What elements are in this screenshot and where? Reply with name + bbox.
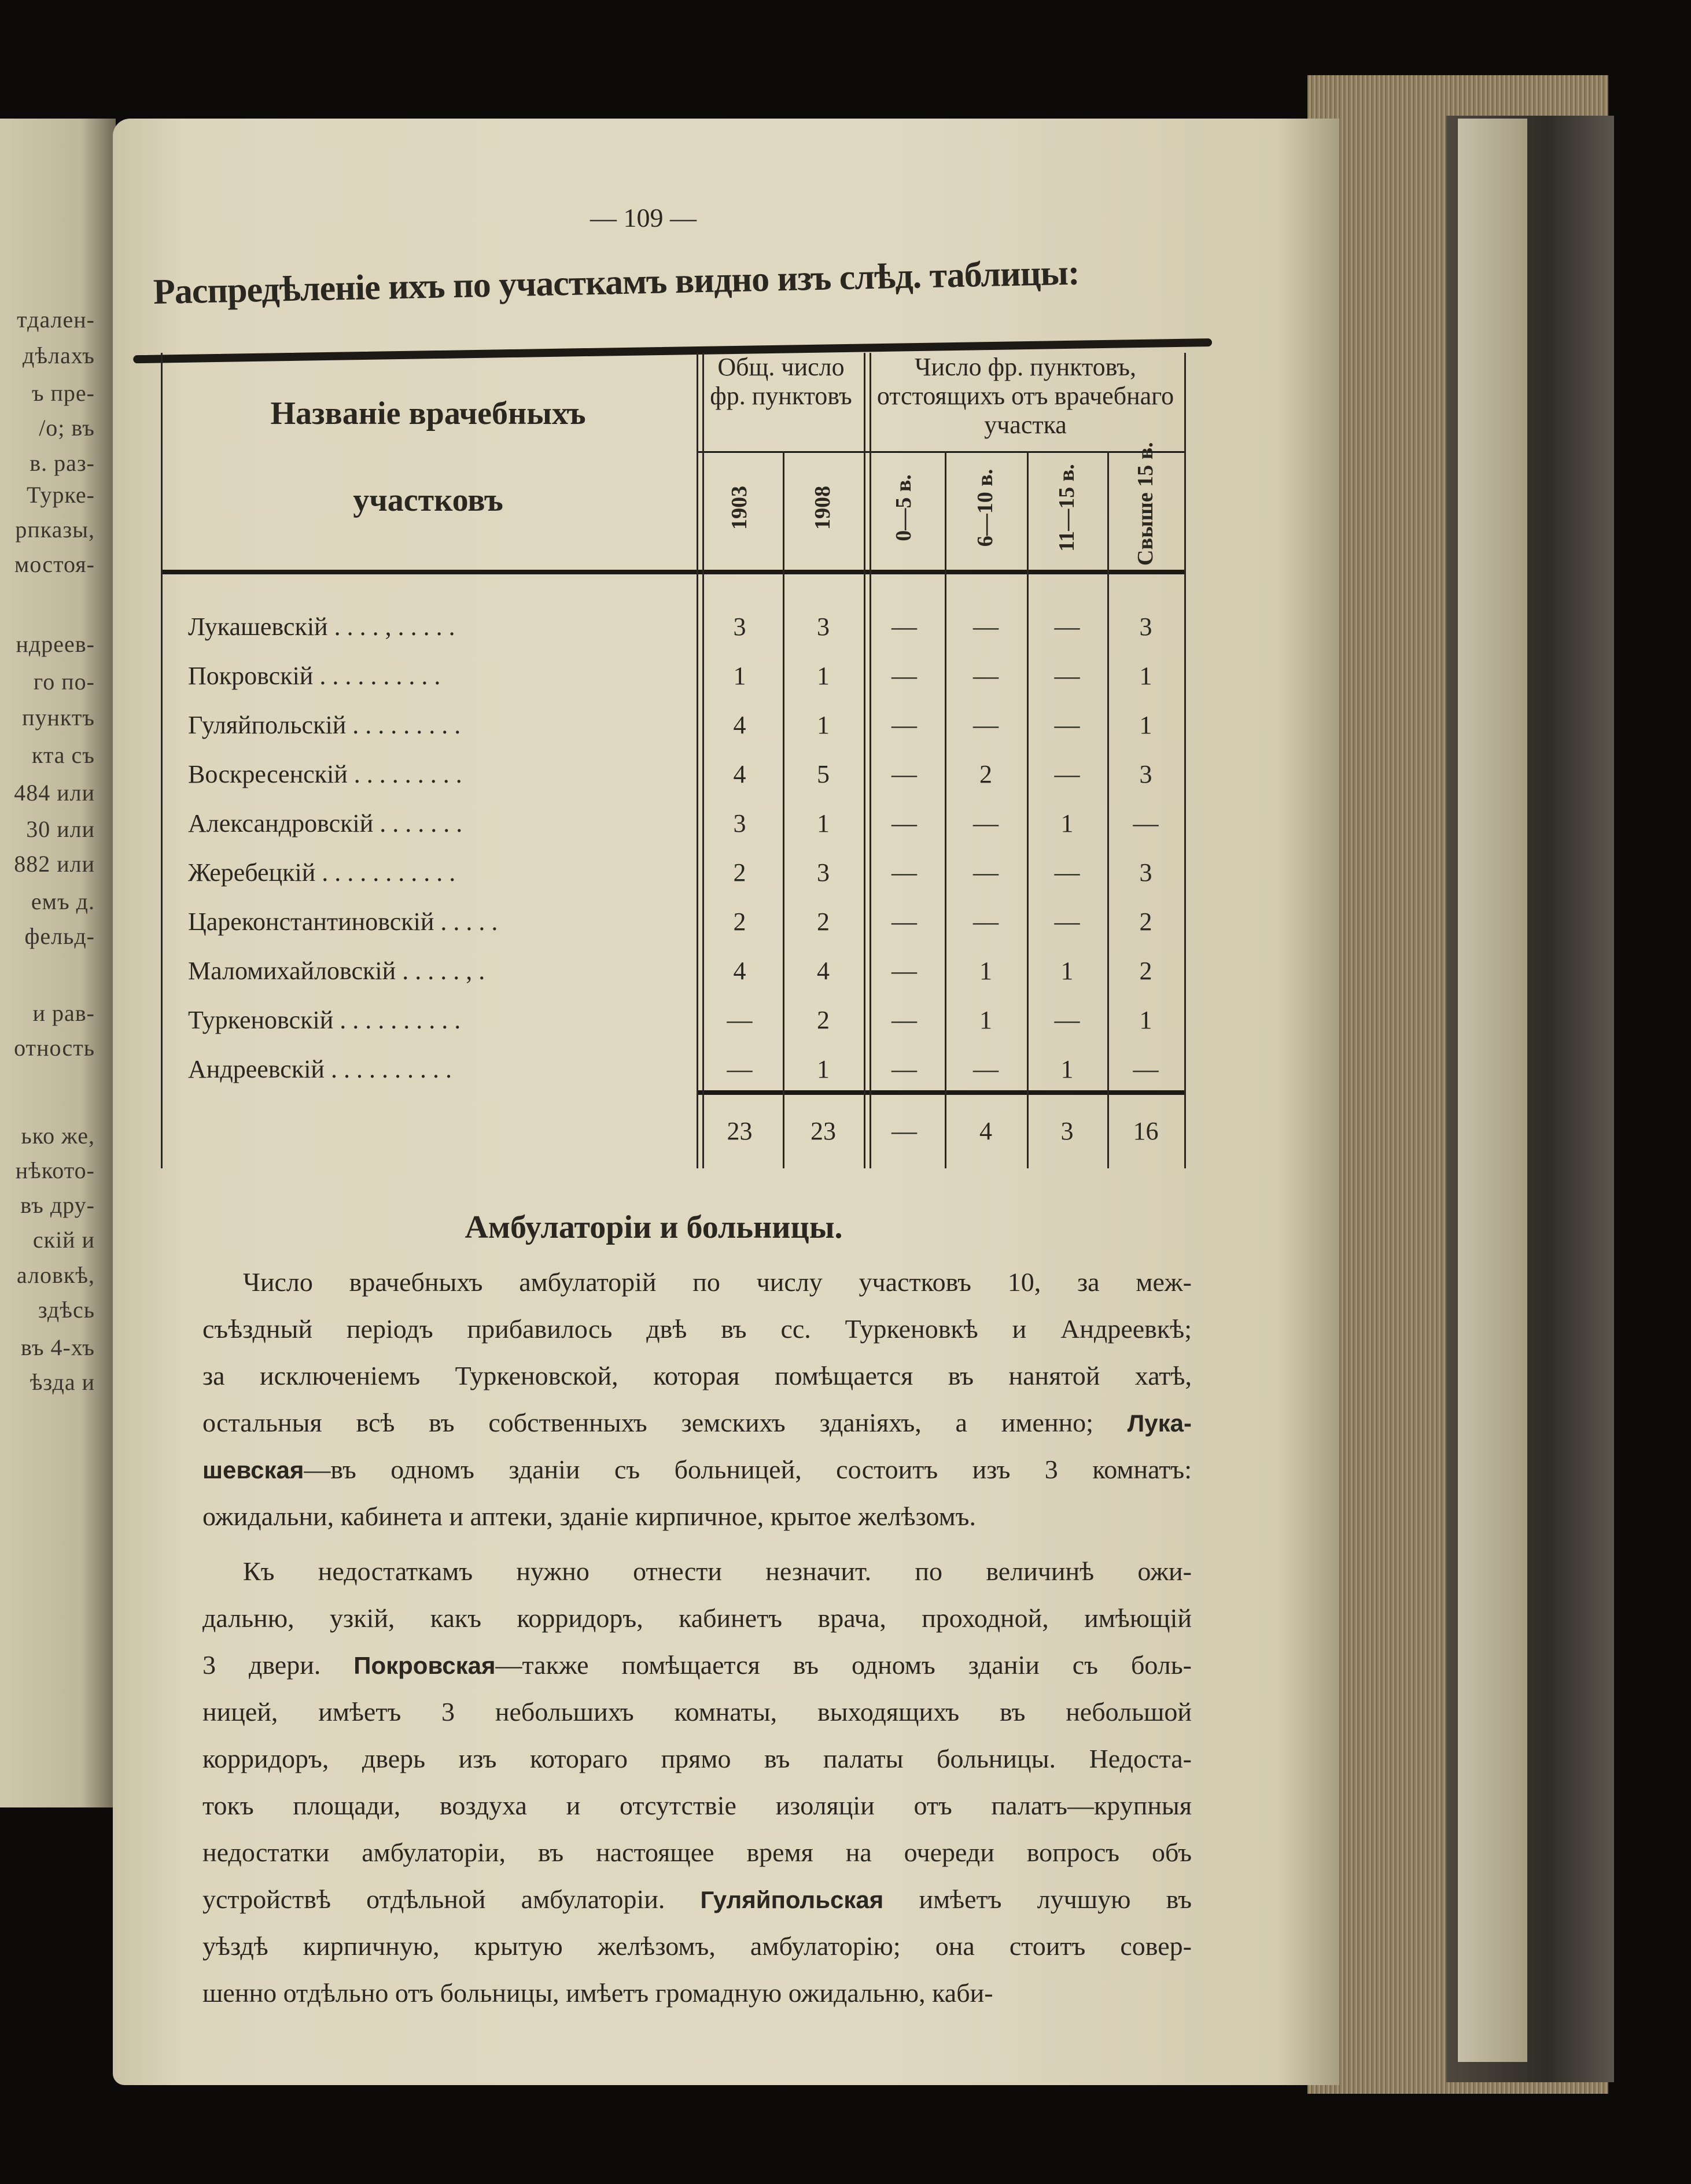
left-page-line: и рав- [32, 999, 95, 1026]
text-segment: ожидальни, кабинета и аптеки, зданіе кирпичное, крытое желѣзомъ. [202, 1502, 976, 1531]
row-cell-0-5: — [891, 858, 917, 887]
row-cell-6-10: — [973, 858, 999, 887]
row-district-name: Лукашевскій . . . . , . . . . . [188, 613, 455, 641]
text-segment: 3 двери. [202, 1650, 354, 1680]
column-header-6-10: 6—10 в. [973, 468, 997, 547]
row-cell-11-15: — [1054, 858, 1080, 887]
row-district-name: Маломихайловскій . . . . . , . [188, 957, 485, 985]
endpaper [1458, 119, 1527, 2062]
paragraph-line [202, 1884, 1192, 1914]
paragraph-line [202, 1931, 1192, 1961]
row-cell-0-5: — [891, 1055, 917, 1083]
header-total-points: Общ. число фр. пунктовъ [710, 353, 852, 410]
text-segment: ницей, имѣетъ 3 небольшихъ комнаты, выходящихъ въ небольшой [202, 1697, 1192, 1726]
row-district-name: Туркеновскій . . . . . . . . . . [188, 1006, 461, 1034]
row-cell-over-15: 2 [1139, 957, 1152, 985]
total-cell-11-15: 3 [1060, 1117, 1074, 1145]
text-segment: остальныя всѣ въ собственныхъ земскихъ зданіяхъ, а именно; [202, 1408, 1128, 1437]
row-cell-11-15: — [1054, 662, 1080, 690]
text-segment: дальню, узкій, какъ корридоръ, кабинетъ врача, проходной, имѣющій [202, 1603, 1192, 1633]
text-segment: недостатки амбулаторіи, въ настоящее время на очереди вопросъ объ [202, 1838, 1192, 1867]
row-cell-over-15: — [1133, 809, 1159, 838]
paragraph-line [202, 1454, 1192, 1485]
row-cell-11-15: — [1054, 1006, 1080, 1034]
left-page-line: въ 4-хъ [20, 1334, 95, 1360]
row-cell-1903: 4 [733, 711, 746, 739]
row-cell-11-15: — [1054, 711, 1080, 739]
row-cell-6-10: 1 [979, 1006, 992, 1034]
left-page-line: скій и [32, 1227, 95, 1253]
row-cell-1908: 5 [817, 760, 830, 788]
bold-district-name: шевская [202, 1456, 304, 1484]
total-cell-1908: 23 [810, 1117, 836, 1145]
row-cell-6-10: — [973, 1055, 999, 1083]
column-header-1903: 1903 [727, 486, 751, 530]
left-page-line: ндреев- [16, 630, 95, 657]
paragraph-line [202, 1314, 1192, 1344]
paragraph-line [202, 1407, 1192, 1438]
text-segment: съѣздный періодъ прибавилось двѣ въ сс. Туркеновкѣ и Андреевкѣ; [202, 1314, 1192, 1344]
left-page-line: /о; въ [39, 415, 95, 441]
left-page-line: емъ д. [31, 888, 95, 915]
left-page-line: фельд- [24, 923, 95, 950]
subheader-rule [697, 451, 1185, 453]
left-page-line: 484 или [14, 780, 95, 806]
header-district-name-2: участковъ [353, 482, 503, 518]
row-cell-1903: 1 [733, 662, 746, 690]
left-page [0, 119, 116, 1807]
column-header-11-15: 11—15 в. [1054, 464, 1079, 552]
text-segment: за исключеніемъ Туркеновской, которая помѣщается въ нанятой хатѣ, [202, 1361, 1192, 1390]
text-segment: Къ недостаткамъ нужно отнести незначит. по величинѣ ожи- [243, 1556, 1192, 1586]
row-cell-11-15: 1 [1060, 957, 1074, 985]
row-cell-1908: 4 [817, 957, 830, 985]
row-cell-over-15: 3 [1139, 613, 1152, 641]
row-district-name: Андреевскій . . . . . . . . . . [188, 1055, 452, 1083]
left-page-line: здѣсь [38, 1296, 95, 1323]
row-cell-0-5: — [891, 1006, 917, 1034]
paragraph-line [243, 1267, 1192, 1297]
column-header-1908: 1908 [810, 486, 835, 530]
page-number: — 109 — [590, 203, 697, 233]
left-page-line: тдален- [17, 306, 95, 333]
row-cell-over-15: — [1133, 1055, 1159, 1083]
row-cell-1908: 3 [817, 858, 830, 887]
total-cell-6-10: 4 [979, 1117, 992, 1145]
row-cell-1908: 2 [817, 907, 830, 936]
row-cell-6-10: — [973, 711, 999, 739]
row-cell-1908: 1 [817, 711, 830, 739]
paragraph-line [202, 1837, 1192, 1868]
row-cell-0-5: — [891, 809, 917, 838]
row-cell-11-15: — [1054, 760, 1080, 788]
row-cell-11-15: 1 [1060, 809, 1074, 838]
left-page-line: нѣкото- [15, 1157, 95, 1183]
row-district-name: Гуляйпольскій . . . . . . . . . [188, 711, 461, 739]
row-district-name: Александровскій . . . . . . . [188, 809, 463, 838]
row-cell-1903: 3 [733, 809, 746, 838]
text-segment: уѣздѣ кирпичную, крытую желѣзомъ, амбулаторію; она стоитъ совер- [202, 1931, 1192, 1961]
row-cell-0-5: — [891, 613, 917, 641]
row-cell-0-5: — [891, 957, 917, 985]
paragraph-line [202, 1360, 1192, 1391]
row-cell-6-10: — [973, 907, 999, 936]
left-page-line: 30 или [26, 816, 95, 842]
left-page-line: дѣлахъ [23, 342, 95, 369]
row-cell-6-10: 1 [979, 957, 992, 985]
bold-district-name: Лука- [1127, 1410, 1192, 1437]
row-district-name: Жеребецкій . . . . . . . . . . . [188, 858, 456, 887]
row-cell-1903: 2 [733, 907, 746, 936]
left-page-line: въ дру- [20, 1192, 95, 1219]
row-cell-1903: — [727, 1006, 753, 1034]
row-district-name: Воскресенскій . . . . . . . . . [188, 760, 462, 788]
row-cell-6-10: — [973, 662, 999, 690]
paragraph-line [202, 1978, 1192, 2008]
row-cell-1903: 4 [733, 760, 746, 788]
header-district-name-1: Названіе врачебныхъ [270, 396, 586, 431]
table-total-rule [697, 1090, 1185, 1095]
text-segment: устройствѣ отдѣльной амбулаторіи. [202, 1884, 701, 1914]
row-cell-over-15: 2 [1139, 907, 1152, 936]
row-cell-1903: 3 [733, 613, 746, 641]
text-segment: —въ одномъ зданіи съ больницей, состоитъ изъ 3 комнатъ: [304, 1455, 1192, 1484]
row-cell-0-5: — [891, 760, 917, 788]
total-cell-over-15: 16 [1133, 1117, 1159, 1145]
row-cell-6-10: — [973, 613, 999, 641]
left-page-line: ъ пре- [31, 380, 95, 407]
left-page-line: 882 или [14, 851, 95, 877]
row-cell-1908: 2 [817, 1006, 830, 1034]
column-header-0-5: 0—5 в. [891, 474, 916, 541]
bold-district-name: Гуляйпольская [700, 1886, 884, 1913]
total-cell-1903: 23 [727, 1117, 753, 1145]
left-page-line: пунктъ [22, 704, 95, 731]
row-cell-over-15: 3 [1139, 858, 1152, 887]
table-heading: Распредѣленіе ихъ по участкамъ видно изъ слѣд. таблицы: [153, 253, 1080, 312]
paragraph-line [202, 1501, 1192, 1532]
row-cell-1908: 3 [817, 613, 830, 641]
row-district-name: Покровскій . . . . . . . . . . [188, 662, 441, 690]
row-cell-11-15: 1 [1060, 1055, 1074, 1083]
paragraph-line [202, 1743, 1192, 1774]
column-header-over-15: Свыше 15 в. [1133, 442, 1158, 566]
paragraph-line [202, 1650, 1192, 1680]
row-cell-over-15: 1 [1139, 1006, 1152, 1034]
text-segment: имѣетъ лучшую въ [883, 1884, 1192, 1914]
section-title: Амбулаторіи и больницы. [465, 1209, 843, 1245]
left-page-line: ько же, [21, 1122, 95, 1149]
left-page-line: мостоя- [14, 551, 95, 578]
left-page-line: рпказы, [15, 517, 95, 543]
row-cell-over-15: 1 [1139, 711, 1152, 739]
row-cell-6-10: 2 [979, 760, 992, 788]
left-page-line: отность [14, 1035, 95, 1061]
header-distance: Число фр. пунктовъ, отстоящихъ отъ врачебнаго участка [876, 353, 1174, 439]
column-divider [1184, 353, 1186, 1168]
paragraph-line [202, 1696, 1192, 1727]
paragraph-line [243, 1556, 1192, 1587]
row-cell-1903: 2 [733, 858, 746, 887]
row-cell-1903: 4 [733, 957, 746, 985]
left-page-line: кта съ [31, 742, 95, 769]
row-cell-0-5: — [891, 662, 917, 690]
text-segment: шенно отдѣльно отъ больницы, имѣетъ громадную ожидальню, каби- [202, 1978, 993, 2008]
bold-district-name: Покровская [353, 1652, 496, 1679]
row-cell-11-15: — [1054, 907, 1080, 936]
text-segment: токъ площади, воздуха и отсутствіе изоляціи отъ палатъ—крупныя [202, 1791, 1192, 1820]
table-left-border [161, 353, 163, 1168]
text-segment: —также помѣщается въ одномъ зданіи съ боль- [495, 1650, 1192, 1680]
row-cell-1908: 1 [817, 662, 830, 690]
left-page-line: Турке- [27, 482, 95, 508]
left-page-line: в. раз- [30, 449, 95, 476]
left-page-line: аловкѣ, [16, 1261, 95, 1288]
row-cell-1903: — [727, 1055, 753, 1083]
row-cell-11-15: — [1054, 613, 1080, 641]
row-cell-over-15: 3 [1139, 760, 1152, 788]
paragraph-line [202, 1790, 1192, 1821]
row-cell-6-10: — [973, 809, 999, 838]
text-segment: корридоръ, дверь изъ котораго прямо въ палаты больницы. Недоста- [202, 1744, 1192, 1773]
row-cell-1908: 1 [817, 1055, 830, 1083]
row-cell-1908: 1 [817, 809, 830, 838]
row-cell-over-15: 1 [1139, 662, 1152, 690]
table-header-bottom-rule [162, 570, 1186, 574]
row-district-name: Цареконстантиновскій . . . . . [188, 907, 498, 936]
left-page-line: ѣзда и [30, 1368, 95, 1395]
row-cell-0-5: — [891, 711, 917, 739]
paragraph-line [202, 1603, 1192, 1633]
text-segment: Число врачебныхъ амбулаторій по числу участковъ 10, за меж- [243, 1267, 1192, 1297]
row-cell-0-5: — [891, 907, 917, 936]
left-page-line: го по- [33, 668, 95, 695]
total-cell-0-5: — [891, 1117, 917, 1145]
